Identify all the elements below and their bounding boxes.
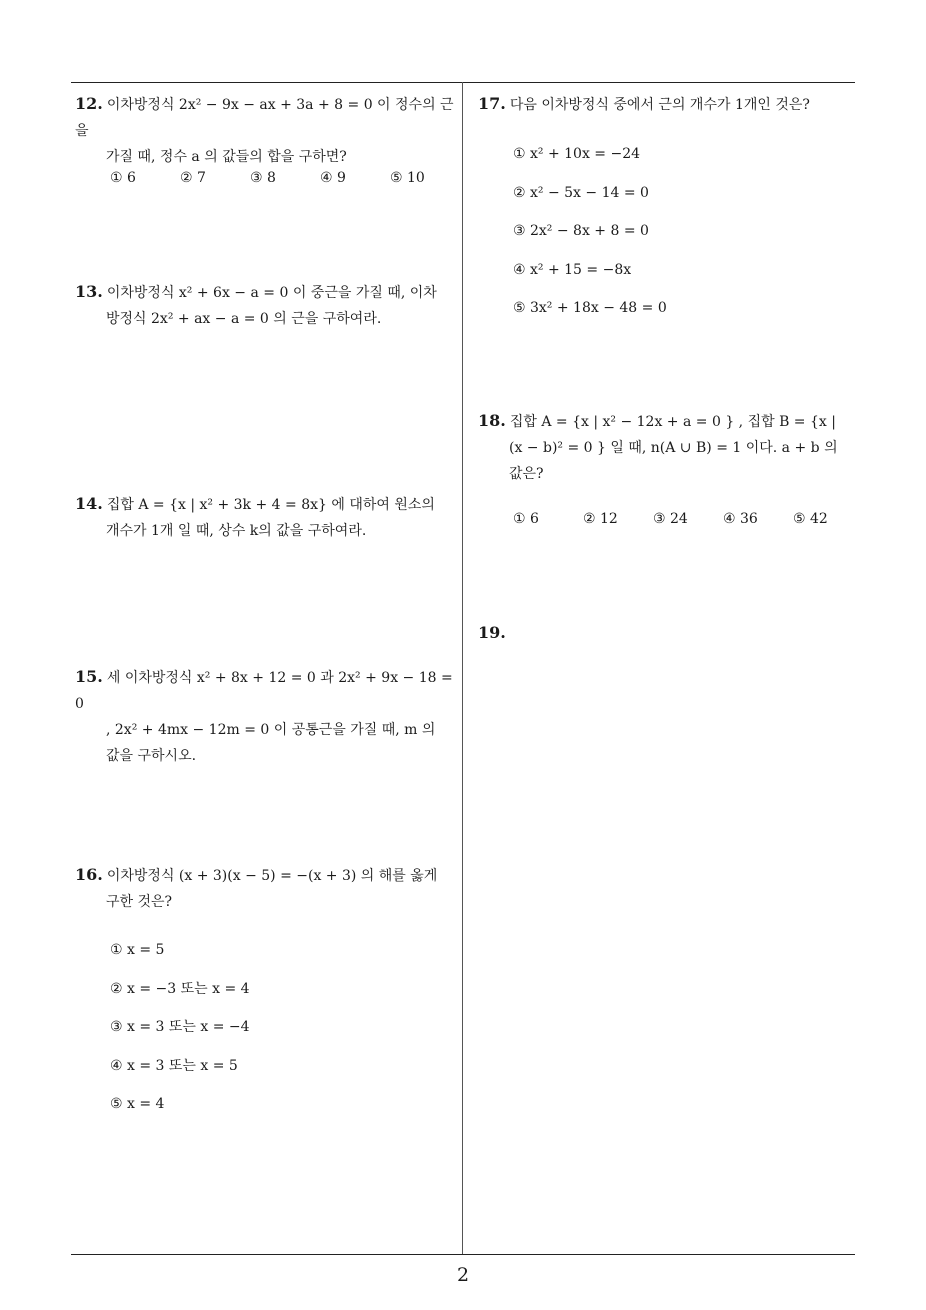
page-number: 2 xyxy=(456,1264,470,1286)
choice-3[interactable]: ③ x = 3 또는 x = −4 xyxy=(110,1019,250,1035)
choice-3[interactable]: ③ 24 xyxy=(653,511,688,527)
choice-5[interactable]: ⑤ 42 xyxy=(793,511,828,527)
choices-18 xyxy=(513,511,828,527)
question-text-line: 값을 구하시오. xyxy=(106,748,197,764)
question-text-line: 세 이차방정식 x² + 8x + 12 = 0 과 2x² + 9x − 18 = 0 xyxy=(75,670,453,712)
question-18 xyxy=(478,408,858,487)
question-number: 17. xyxy=(478,94,506,113)
question-text-line: 이차방정식 x² + 6x − a = 0 이 중근을 가질 때, 이차 xyxy=(106,285,437,301)
question-14 xyxy=(75,491,460,544)
choice-3[interactable]: ③ 2x² − 8x + 8 = 0 xyxy=(513,223,649,239)
choices-16 xyxy=(110,940,250,1133)
question-17 xyxy=(478,91,858,118)
question-number: 12. xyxy=(75,94,103,113)
question-text-line: 이차방정식 2x² − 9x − ax + 3a + 8 = 0 이 정수의 근을 xyxy=(75,97,454,139)
question-text-line: 다음 이차방정식 중에서 근의 개수가 1개인 것은? xyxy=(509,97,810,113)
choice-5[interactable]: ⑤ 3x² + 18x − 48 = 0 xyxy=(513,300,667,316)
question-13 xyxy=(75,279,460,332)
choices-12 xyxy=(110,170,425,186)
question-text-line: 값은? xyxy=(509,466,544,482)
question-15 xyxy=(75,664,460,769)
choice-1[interactable]: ① x² + 10x = −24 xyxy=(513,146,641,162)
question-number: 14. xyxy=(75,494,103,513)
choices-17 xyxy=(513,144,667,337)
choice-2[interactable]: ② x² − 5x − 14 = 0 xyxy=(513,184,649,201)
header-rule xyxy=(71,82,855,83)
choice-2[interactable]: ② 7 xyxy=(180,170,206,186)
question-text-line: 집합 A = {x | x² − 12x + a = 0 } , 집합 B = {x | xyxy=(509,414,836,430)
footer-rule xyxy=(71,1254,855,1255)
question-number: 19. xyxy=(478,623,506,642)
question-text-line: 가질 때, 정수 a 의 값들의 합을 구하면? xyxy=(106,149,347,165)
question-text-line: 개수가 1개 일 때, 상수 k의 값을 구하여라. xyxy=(106,523,367,539)
choice-4[interactable]: ④ x = 3 또는 x = 5 xyxy=(110,1057,238,1074)
choice-5[interactable]: ⑤ x = 4 xyxy=(110,1096,165,1112)
question-number: 15. xyxy=(75,667,103,686)
choice-1[interactable]: ① x = 5 xyxy=(110,942,165,958)
question-text-line: 이차방정식 (x + 3)(x − 5) = −(x + 3) 의 해를 옳게 xyxy=(106,868,438,884)
choice-1[interactable]: ① 6 xyxy=(110,170,136,186)
question-text-line: 집합 A = {x | x² + 3k + 4 = 8x} 에 대하여 원소의 xyxy=(106,497,435,513)
question-19 xyxy=(478,620,858,647)
choice-5[interactable]: ⑤ 10 xyxy=(390,170,425,186)
choice-3[interactable]: ③ 8 xyxy=(250,170,276,186)
question-text-line: , 2x² + 4mx − 12m = 0 이 공통근을 가질 때, m 의 xyxy=(106,722,436,738)
question-text-line: 방정식 2x² + ax − a = 0 의 근을 구하여라. xyxy=(106,311,382,327)
choice-4[interactable]: ④ 36 xyxy=(723,511,758,527)
choice-1[interactable]: ① 6 xyxy=(513,511,539,527)
question-16 xyxy=(75,862,460,915)
choice-2[interactable]: ② 12 xyxy=(583,511,618,527)
question-text-line: 구한 것은? xyxy=(106,894,173,910)
question-12 xyxy=(75,91,460,170)
choice-4[interactable]: ④ 9 xyxy=(320,170,346,186)
column-divider xyxy=(462,82,463,1255)
choice-2[interactable]: ② x = −3 또는 x = 4 xyxy=(110,980,250,997)
question-text-line: (x − b)² = 0 } 일 때, n(A ∪ B) = 1 이다. a + b 의 xyxy=(509,440,838,456)
question-number: 16. xyxy=(75,865,103,884)
question-number: 13. xyxy=(75,282,103,301)
question-number: 18. xyxy=(478,411,506,430)
choice-4[interactable]: ④ x² + 15 = −8x xyxy=(513,261,632,278)
